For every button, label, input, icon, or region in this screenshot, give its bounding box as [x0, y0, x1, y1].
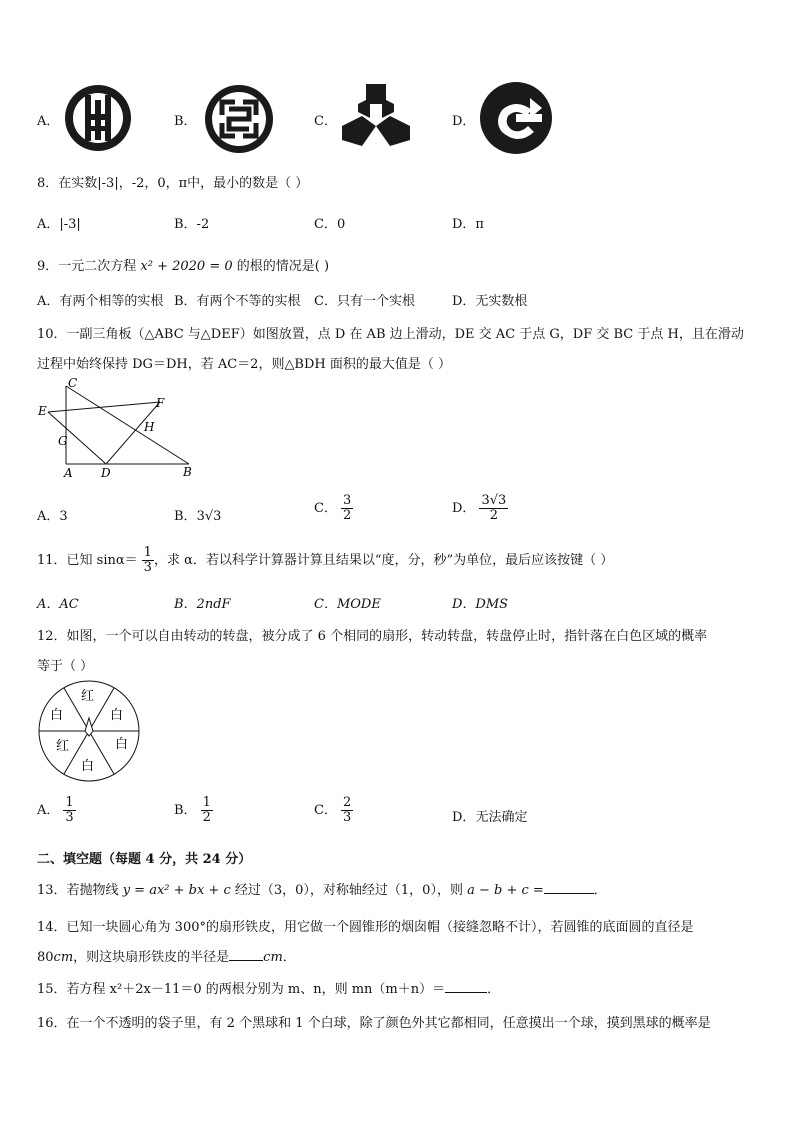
q11-stem-suffix: ，求 α．若以科学计算器计算且结果以“度，分，秒”为单位，最后应该按键（ ） — [153, 553, 614, 568]
q12-option-c-fraction — [341, 796, 353, 825]
q12-option-a — [37, 796, 76, 825]
q10-option-b-letter: B． — [174, 509, 197, 524]
q12-option-c-denominator: 3 — [342, 810, 352, 825]
q15-stem — [37, 978, 500, 997]
q10-option-b — [174, 505, 221, 524]
q15-prefix: 15．若方程 x²＋2x－11＝0 的两根分别为 m、n，则 mn（m＋n）＝ — [37, 982, 446, 997]
q10-option-a-text: 3 — [59, 509, 68, 524]
q10-option-a-letter: A． — [37, 509, 60, 524]
q9-stem-suffix: 的根的情况是( ) — [232, 259, 330, 274]
q10-option-d-fraction — [479, 494, 508, 523]
tri-symbol-bank-logo-icon — [338, 82, 414, 150]
q12-option-a-letter: A． — [37, 803, 60, 818]
q14-diameter-value: 80 — [37, 950, 54, 965]
wheel-label-upper-right: 白 — [110, 708, 124, 723]
q13-equation: y = ax² + bx + c — [122, 883, 231, 898]
section-2-title: 二、填空题（每题 4 分，共 24 分） — [37, 852, 252, 867]
q7-option-c-label: C． — [314, 114, 337, 129]
q10-label-h: H — [144, 420, 155, 434]
q10-option-a — [37, 505, 68, 524]
q10-option-b-text: 3√3 — [196, 509, 222, 524]
q10-label-b: B — [183, 465, 192, 479]
q10-option-c-letter: C． — [314, 501, 337, 516]
wheel-label-top: 红 — [81, 689, 95, 704]
q11-numerator: 1 — [143, 545, 152, 560]
q11-fraction — [142, 546, 154, 575]
q13-middle: 经过（3，0），对称轴经过（1，0），则 — [230, 883, 468, 898]
q10-option-c-numerator: 3 — [342, 493, 352, 508]
q10-option-c — [314, 494, 353, 523]
agricultural-bank-logo-icon — [62, 82, 134, 154]
q10-label-f: F — [156, 396, 165, 410]
q11-option-c: C．MODE — [314, 597, 381, 612]
q10-option-d-denominator: 2 — [489, 508, 498, 523]
q7-option-a-label: A． — [37, 114, 60, 129]
q11-option-d: D．DMS — [452, 597, 509, 612]
q7-option-d-label: D． — [452, 114, 476, 129]
q12-option-b — [174, 796, 213, 825]
q13-suffix: ． — [593, 883, 607, 898]
q11-option-b: B．2ndF — [174, 597, 231, 612]
q9-stem — [37, 255, 329, 274]
wheel-label-upper-left: 白 — [50, 708, 64, 723]
q14-middle: ，则这块扇形铁皮的半径是 — [73, 950, 230, 965]
ccb-bank-logo-icon — [478, 80, 554, 156]
q10-stem-line2: 过程中始终保持 DG＝DH，若 AC＝2，则△BDH 面积的最大值是（ ） — [37, 357, 452, 372]
q12-option-b-fraction — [201, 796, 213, 825]
q14-stem-line2 — [37, 946, 296, 965]
q10-label-a: A — [64, 466, 73, 480]
wheel-label-lower-right: 白 — [115, 737, 129, 752]
q10-label-g: G — [58, 434, 68, 448]
q14-stem-line1: 14．已知一块圆心角为 300°的扇形铁皮，用它做一个圆锥形的烟囱帽（接缝忽略不计），若圆锥的底面圆的直径是 — [37, 920, 694, 935]
q9-option-d: D．无实数根 — [452, 294, 528, 309]
q10-label-d: D — [101, 466, 111, 480]
q12-option-a-denominator: 3 — [65, 810, 74, 825]
q15-answer-blank[interactable] — [445, 992, 487, 993]
q12-option-a-fraction — [63, 796, 75, 825]
icbc-logo-icon — [202, 82, 276, 156]
q10-stem-line1: 10．一副三角板（△ABC 与△DEF）如图放置，点 D 在 AB 边上滑动，DE 交 AC 于点 G，DF 交 BC 于点 H，且在滑动 — [37, 327, 744, 342]
q10-label-e: E — [38, 404, 47, 418]
q12-option-d — [452, 806, 527, 825]
q11-option-a: A．AC — [37, 597, 79, 612]
q12-spinner-wheel — [36, 678, 142, 784]
q9-option-b: B．有两个不等的实根 — [174, 294, 301, 309]
q13-answer-blank[interactable] — [544, 893, 594, 894]
q9-stem-prefix: 9．一元二次方程 — [37, 259, 141, 274]
q12-option-b-letter: B． — [174, 803, 197, 818]
q9-option-a: A．有两个相等的实根 — [37, 294, 164, 309]
q9-option-c: C．只有一个实根 — [314, 294, 415, 309]
q14-unit-2: cm — [263, 950, 283, 965]
wheel-label-bottom: 白 — [81, 759, 95, 774]
q12-option-d-text: 无法确定 — [475, 810, 528, 825]
wheel-label-lower-left: 红 — [56, 739, 70, 754]
q14-unit: cm — [53, 950, 74, 965]
q12-stem-line1: 12．如图，一个可以自由转动的转盘，被分成了 6 个相同的扇形，转动转盘，转盘停止时，指针落在白色区域的概率 — [37, 629, 708, 644]
q14-answer-blank[interactable] — [229, 960, 263, 961]
q13-stem — [37, 879, 607, 898]
q8-option-d: D．π — [452, 217, 484, 232]
q10-label-c: C — [68, 376, 78, 390]
q15-suffix: ． — [487, 982, 501, 997]
q10-option-c-denominator: 2 — [342, 508, 352, 523]
q8-stem: 8．在实数|-3|，-2，0，π中，最小的数是（ ） — [37, 176, 309, 191]
q10-option-d — [452, 494, 508, 523]
q10-triangle-figure — [34, 374, 204, 482]
q14-suffix: ． — [282, 950, 296, 965]
q13-prefix: 13．若抛物线 — [37, 883, 123, 898]
q7-option-b-label: B． — [174, 114, 197, 129]
q9-equation: x² + 2020 = 0 — [140, 259, 233, 274]
q10-option-d-numerator: 3√3 — [481, 493, 507, 508]
q12-option-c-letter: C． — [314, 803, 337, 818]
q12-option-c — [314, 796, 353, 825]
q11-denominator: 3 — [143, 560, 152, 575]
q11-stem — [37, 546, 613, 575]
q11-stem-prefix: 11．已知 sinα＝ — [37, 553, 138, 568]
q12-option-c-numerator: 2 — [342, 795, 352, 810]
q10-option-c-fraction — [341, 494, 353, 523]
q12-option-b-numerator: 1 — [202, 795, 211, 810]
q12-option-d-letter: D． — [452, 810, 476, 825]
q10-option-d-letter: D． — [452, 501, 476, 516]
q16-stem-line1: 16．在一个不透明的袋子里，有 2 个黑球和 1 个白球，除了颜色外其它都相同，任意摸出一个球，摸到黑球的概率是 — [37, 1016, 711, 1031]
q12-stem-line2: 等于（ ） — [37, 659, 94, 674]
q13-expression: a − b + c = — [467, 883, 544, 898]
q8-option-b: B．-2 — [174, 217, 210, 232]
q8-option-a: A．|-3| — [37, 217, 81, 232]
q8-option-c: C．0 — [314, 217, 346, 232]
q12-option-b-denominator: 2 — [202, 810, 211, 825]
q12-option-a-numerator: 1 — [65, 795, 74, 810]
